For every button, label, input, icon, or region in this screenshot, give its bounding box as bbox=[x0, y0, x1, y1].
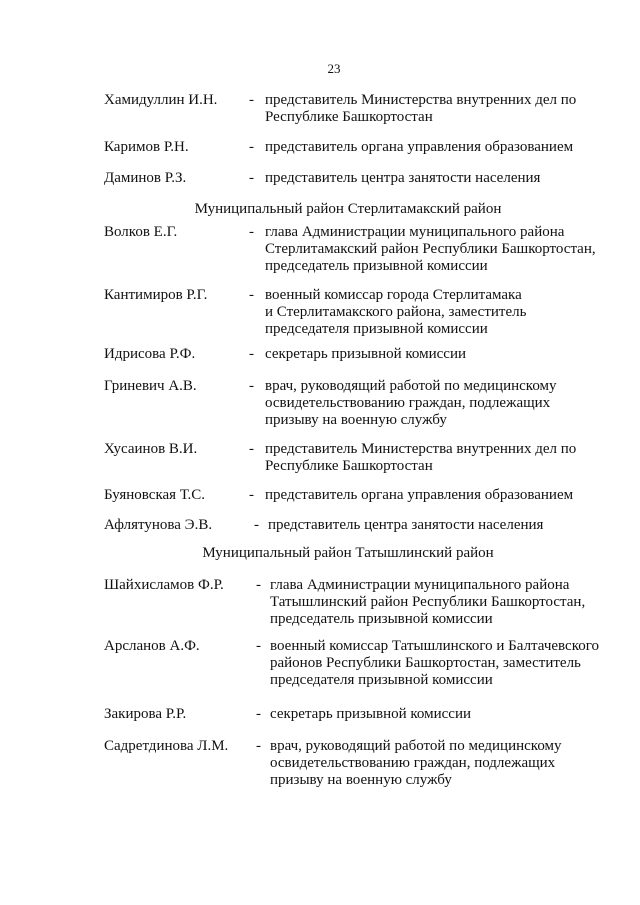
role-line: районов Республики Башкортостан, заместитель bbox=[270, 655, 581, 671]
section-heading: Муниципальный район Татышлинский район bbox=[202, 545, 494, 561]
role-line: Республике Башкортостан bbox=[265, 458, 433, 474]
member-name: Волков Е.Г. bbox=[104, 224, 178, 240]
role-line: военный комиссар Татышлинского и Балтачевского bbox=[270, 638, 600, 654]
member-role bbox=[270, 577, 600, 628]
role-line: военный комиссар города Стерлитамака bbox=[265, 287, 522, 303]
dash-separator: - bbox=[249, 139, 254, 155]
dash-separator: - bbox=[249, 346, 254, 362]
role-line: Стерлитамакский район Республики Башкортостан, bbox=[265, 241, 596, 257]
role-line: врач, руководящий работой по медицинскому bbox=[265, 378, 557, 394]
dash-separator: - bbox=[256, 638, 261, 654]
member-role bbox=[265, 139, 595, 156]
page-number: 23 bbox=[327, 61, 341, 76]
member-role bbox=[265, 287, 595, 338]
role-line: секретарь призывной комиссии bbox=[270, 706, 472, 722]
dash-separator: - bbox=[256, 738, 261, 754]
role-line: глава Администрации муниципального района bbox=[270, 577, 570, 593]
dash-separator: - bbox=[249, 224, 254, 240]
member-name: Кантимиров Р.Г. bbox=[104, 287, 208, 303]
member-name: Идрисова Р.Ф. bbox=[104, 346, 196, 362]
dash-separator: - bbox=[254, 517, 259, 533]
dash-separator: - bbox=[256, 706, 261, 722]
role-line: Республике Башкортостан bbox=[265, 109, 433, 125]
role-line: председателя призывной комиссии bbox=[270, 672, 493, 688]
role-line: Татышлинский район Республики Башкортостан, bbox=[270, 594, 586, 610]
role-line: секретарь призывной комиссии bbox=[265, 346, 467, 362]
role-line: освидетельствованию граждан, подлежащих bbox=[265, 395, 551, 411]
member-role bbox=[265, 92, 595, 126]
member-role bbox=[265, 346, 595, 363]
role-line: и Стерлитамакского района, заместитель bbox=[265, 304, 527, 320]
member-role bbox=[265, 441, 595, 475]
role-line: призыву на военную службу bbox=[265, 412, 447, 428]
member-role bbox=[270, 738, 600, 789]
member-role bbox=[265, 487, 595, 504]
role-line: председателя призывной комиссии bbox=[265, 321, 488, 337]
member-name: Садретдинова Л.М. bbox=[104, 738, 229, 754]
role-line: врач, руководящий работой по медицинскому bbox=[270, 738, 562, 754]
dash-separator: - bbox=[249, 441, 254, 457]
member-name: Афлятунова Э.В. bbox=[104, 517, 213, 533]
role-line: представитель органа управления образованием bbox=[265, 139, 574, 155]
member-role bbox=[268, 517, 598, 534]
dash-separator: - bbox=[256, 577, 261, 593]
member-role bbox=[270, 638, 600, 689]
dash-separator: - bbox=[249, 170, 254, 186]
member-name: Закирова Р.Р. bbox=[104, 706, 187, 722]
dash-separator: - bbox=[249, 378, 254, 394]
role-line: представитель Министерства внутренних дел по bbox=[265, 92, 577, 108]
member-name: Даминов Р.З. bbox=[104, 170, 187, 186]
role-line: председатель призывной комиссии bbox=[270, 611, 493, 627]
dash-separator: - bbox=[249, 287, 254, 303]
member-name: Буяновская Т.С. bbox=[104, 487, 205, 503]
member-role bbox=[265, 378, 595, 429]
role-line: глава Администрации муниципального района bbox=[265, 224, 565, 240]
role-line: представитель Министерства внутренних дел по bbox=[265, 441, 577, 457]
role-line: призыву на военную службу bbox=[270, 772, 452, 788]
dash-separator: - bbox=[249, 92, 254, 108]
role-line: освидетельствованию граждан, подлежащих bbox=[270, 755, 556, 771]
member-name: Каримов Р.Н. bbox=[104, 139, 189, 155]
member-role bbox=[265, 170, 595, 187]
member-name: Гриневич А.В. bbox=[104, 378, 197, 394]
dash-separator: - bbox=[249, 487, 254, 503]
member-name: Хамидуллин И.Н. bbox=[104, 92, 218, 108]
role-line: представитель центра занятости населения bbox=[265, 170, 541, 186]
role-line: представитель органа управления образованием bbox=[265, 487, 574, 503]
member-role bbox=[270, 706, 600, 723]
member-name: Шайхисламов Ф.Р. bbox=[104, 577, 224, 593]
section-heading: Муниципальный район Стерлитамакский район bbox=[194, 201, 502, 217]
member-name: Хусаинов В.И. bbox=[104, 441, 198, 457]
role-line: представитель центра занятости населения bbox=[268, 517, 544, 533]
role-line: председатель призывной комиссии bbox=[265, 258, 488, 274]
member-role bbox=[265, 224, 595, 275]
member-name: Арсланов А.Ф. bbox=[104, 638, 200, 654]
